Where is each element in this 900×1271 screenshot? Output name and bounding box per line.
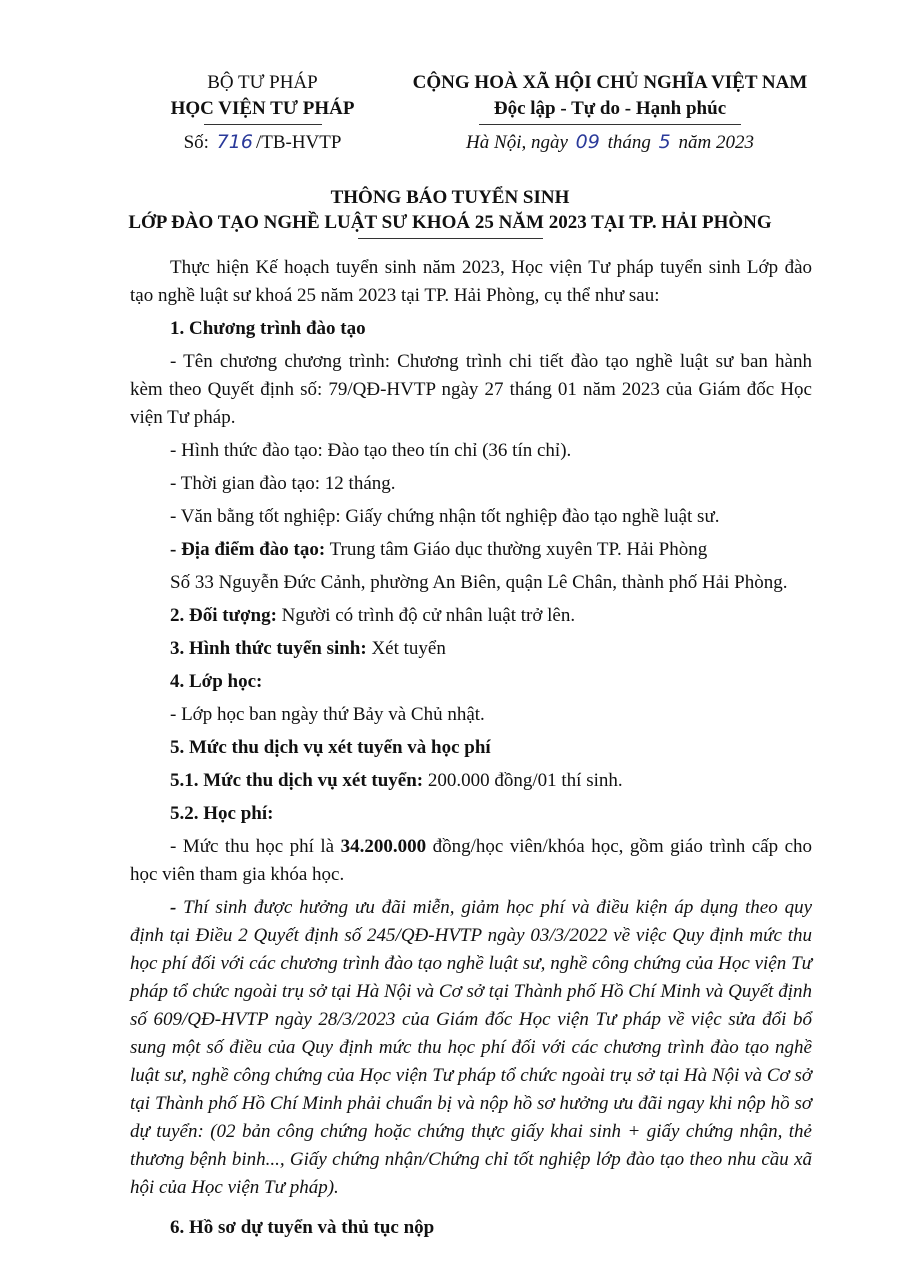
section-2-label: 2. Đối tượng: bbox=[170, 605, 277, 626]
document-date bbox=[390, 129, 830, 156]
nation-name: CỘNG HOÀ XÃ HỘI CHỦ NGHĨA VIỆT NAM bbox=[412, 72, 808, 93]
note-dash: - bbox=[170, 897, 184, 918]
intro-paragraph: Thực hiện Kế hoạch tuyển sinh năm 2023, Học viện Tư pháp tuyển sinh Lớp đào tạo nghề luật sư khoá 25 năm 2023 tại TP. Hải Phòng, cụ thể như sau: bbox=[130, 257, 812, 306]
title-line-1: THÔNG BÁO TUYỂN SINH bbox=[330, 187, 570, 208]
training-address: Số 33 Nguyễn Đức Cảnh, phường An Biên, quận Lê Chân, thành phố Hải Phòng. bbox=[170, 572, 788, 593]
section-3-value: Xét tuyển bbox=[366, 638, 446, 659]
doc-no-handwritten: 716 bbox=[216, 131, 253, 153]
section-5-1-label: 5.1. Mức thu dịch vụ xét tuyển: bbox=[170, 770, 424, 791]
document-title bbox=[0, 185, 900, 239]
section-4-heading: 4. Lớp học: bbox=[170, 671, 263, 692]
section-1-heading: 1. Chương trình đào tạo bbox=[170, 318, 366, 339]
section-5-heading: 5. Mức thu dịch vụ xét tuyển và học phí bbox=[170, 737, 491, 758]
agency-underline bbox=[204, 124, 322, 125]
fee-prefix: - Mức thu học phí là bbox=[170, 836, 341, 857]
section-3-label: 3. Hình thức tuyển sinh: bbox=[170, 638, 367, 659]
training-duration: - Thời gian đào tạo: 12 tháng. bbox=[170, 473, 396, 494]
section-4-value: - Lớp học ban ngày thứ Bảy và Chủ nhật. bbox=[170, 704, 485, 725]
section-5-2-heading: 5.2. Học phí: bbox=[170, 803, 274, 824]
section-5-1 bbox=[130, 767, 812, 795]
training-location bbox=[130, 536, 812, 564]
doc-no-prefix: Số: bbox=[183, 132, 209, 153]
ministry-name: BỘ TƯ PHÁP bbox=[207, 72, 318, 93]
date-day-handwritten: 09 bbox=[575, 131, 600, 153]
national-motto: Độc lập - Tự do - Hạnh phúc bbox=[493, 98, 727, 119]
tuition-discount-note bbox=[130, 894, 812, 1202]
location-label: - Địa điểm đào tạo: bbox=[170, 539, 326, 560]
document-body bbox=[130, 254, 812, 1242]
title-line-2: LỚP ĐÀO TẠO NGHỀ LUẬT SƯ KHOÁ 25 NĂM 2023 TẠI TP. HẢI PHÒNG bbox=[128, 212, 772, 233]
title-underline bbox=[358, 238, 543, 239]
section-3 bbox=[130, 635, 812, 663]
section-6-heading: 6. Hồ sơ dự tuyển và thủ tục nộp bbox=[170, 1217, 435, 1238]
training-form: - Hình thức đào tạo: Đào tạo theo tín chỉ (36 tín chỉ). bbox=[170, 440, 572, 461]
section-2 bbox=[130, 602, 812, 630]
section-5-1-value: 200.000 đồng/01 thí sinh. bbox=[423, 770, 623, 791]
issuing-agency-block bbox=[140, 70, 385, 156]
doc-no-suffix: /TB-HVTP bbox=[255, 132, 342, 153]
note-text: Thí sinh được hưởng ưu đãi miễn, giảm học phí và điều kiện áp dụng theo quy định tại Điều 2 Quyết định số 245/QĐ-HVTP ngày 03/3/2022 về việc Quy định mức thu học phí đối với các chương trình đào tạo nghề luật sư, nghề công chứng của Học viện Tư pháp tổ chức ngoài trụ sở tại Hà Nội và Cơ sở tại Thành phố Hồ Chí Minh và Quyết định số 609/QĐ-HVTP ngày 28/3/2023 của Giám đốc Học viện Tư pháp về việc sửa đổi bổ sung một số điều của Quy định mức thu học phí đối với các chương trình đào tạo nghề luật sư, nghề công chứng của Học viện Tư pháp tổ chức ngoài trụ sở tại Hà Nội và Cơ sở tại Thành phố Hồ Chí Minh phải chuẩn bị và nộp hồ sơ hưởng ưu đãi ngay khi nộp hồ sơ dự tuyển: (02 bản công chứng hoặc chứng thực giấy khai sinh + giấy chứng nhận, thẻ thương bệnh binh..., Giấy chứng nhận/Chứng chỉ tốt nghiệp lớp đào tạo theo nhu cầu xã hội của Học viện Tư pháp). bbox=[130, 897, 812, 1198]
fee-amount: 34.200.000 bbox=[340, 836, 427, 857]
agency-name: HỌC VIỆN TƯ PHÁP bbox=[170, 98, 355, 119]
tuition-fee-paragraph bbox=[130, 833, 812, 889]
national-header-block bbox=[390, 70, 830, 156]
motto-underline bbox=[479, 124, 741, 125]
location-value: Trung tâm Giáo dục thường xuyên TP. Hải Phòng bbox=[325, 539, 708, 560]
fee-suffix: đồng/học viên/khóa học, gồm giáo trình cấp cho học viên tham gia khóa học. bbox=[130, 836, 812, 885]
document-number bbox=[140, 129, 385, 156]
graduation-degree: - Văn bằng tốt nghiệp: Giấy chứng nhận tốt nghiệp đào tạo nghề luật sư. bbox=[170, 506, 720, 527]
date-month-handwritten: 5 bbox=[658, 131, 671, 153]
date-suffix: năm 2023 bbox=[678, 132, 754, 153]
date-mid: tháng bbox=[607, 132, 651, 153]
program-paragraph: - Tên chương chương trình: Chương trình chi tiết đào tạo nghề luật sư ban hành kèm theo Quyết định số: 79/QĐ-HVTP ngày 27 tháng 01 năm 2023 của Giám đốc Học viện Tư pháp. bbox=[130, 351, 812, 428]
date-prefix: Hà Nội, ngày bbox=[466, 132, 568, 153]
section-2-value: Người có trình độ cử nhân luật trở lên. bbox=[276, 605, 576, 626]
